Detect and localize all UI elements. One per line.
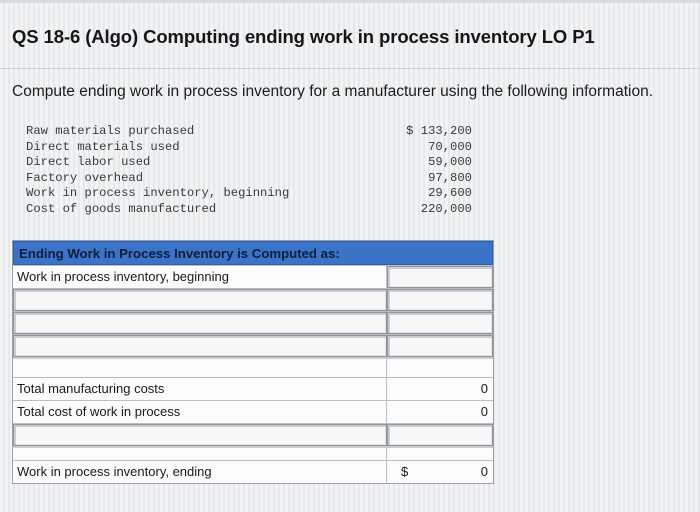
worksheet-row — [13, 265, 493, 288]
currency-symbol: $ — [401, 464, 409, 479]
info-value: 70,000 — [428, 139, 472, 154]
worksheet-row — [13, 460, 493, 483]
info-row — [26, 186, 472, 202]
spacer-label — [13, 359, 387, 377]
ending-wip-amount — [387, 461, 493, 483]
info-label: Work in process inventory, beginning — [26, 186, 290, 200]
row-label: Work in process inventory, beginning — [13, 266, 387, 288]
info-value: 29,600 — [428, 186, 472, 200]
amount-input[interactable] — [387, 335, 493, 357]
amount-input[interactable] — [387, 266, 493, 288]
given-information-table — [26, 124, 472, 217]
info-row — [26, 140, 472, 156]
spacer-amount — [387, 359, 493, 377]
worksheet-row — [13, 400, 493, 423]
info-label: Direct materials used — [26, 139, 180, 154]
info-label: Cost of goods manufactured — [26, 201, 217, 216]
label-input[interactable] — [13, 424, 387, 446]
worksheet-row — [13, 288, 493, 311]
info-label: Raw materials purchased — [26, 124, 195, 138]
info-value: 59,000 — [428, 155, 472, 169]
computed-amount: 0 — [387, 378, 493, 400]
info-value: $ 133,200 — [406, 124, 472, 138]
info-value: 97,800 — [428, 170, 472, 185]
amount-input[interactable] — [387, 424, 493, 446]
info-label: Direct labor used — [26, 155, 151, 169]
spacer-row — [13, 357, 493, 377]
ending-wip-value: 0 — [480, 464, 488, 479]
info-row — [26, 124, 472, 140]
label-input[interactable] — [13, 312, 387, 334]
computed-amount: 0 — [387, 401, 493, 423]
label-input[interactable] — [13, 289, 387, 311]
amount-input[interactable] — [387, 289, 493, 311]
ending-wip-worksheet — [12, 240, 494, 484]
worksheet-row — [13, 311, 493, 334]
top-divider — [0, 0, 700, 3]
worksheet-header: Ending Work in Process Inventory is Computed as: — [13, 241, 493, 265]
spacer-row — [13, 446, 493, 460]
row-label: Work in process inventory, ending — [13, 461, 387, 483]
info-value: 220,000 — [420, 201, 472, 216]
spacer-amount — [387, 448, 493, 460]
info-label: Factory overhead — [26, 170, 144, 185]
instruction-text: Compute ending work in process inventory for a manufacturer using the following information. — [12, 83, 653, 100]
worksheet-row — [13, 334, 493, 357]
row-label: Total manufacturing costs — [13, 378, 387, 400]
amount-input[interactable] — [387, 312, 493, 334]
worksheet-row — [13, 423, 493, 446]
info-row — [26, 155, 472, 171]
label-input[interactable] — [13, 335, 387, 357]
info-row — [26, 202, 472, 218]
title-divider — [0, 68, 700, 69]
worksheet-row — [13, 377, 493, 400]
row-label: Total cost of work in process — [13, 401, 387, 423]
spacer-label — [13, 448, 387, 460]
info-row — [26, 171, 472, 187]
question-title: QS 18-6 (Algo) Computing ending work in process inventory LO P1 — [12, 26, 595, 47]
